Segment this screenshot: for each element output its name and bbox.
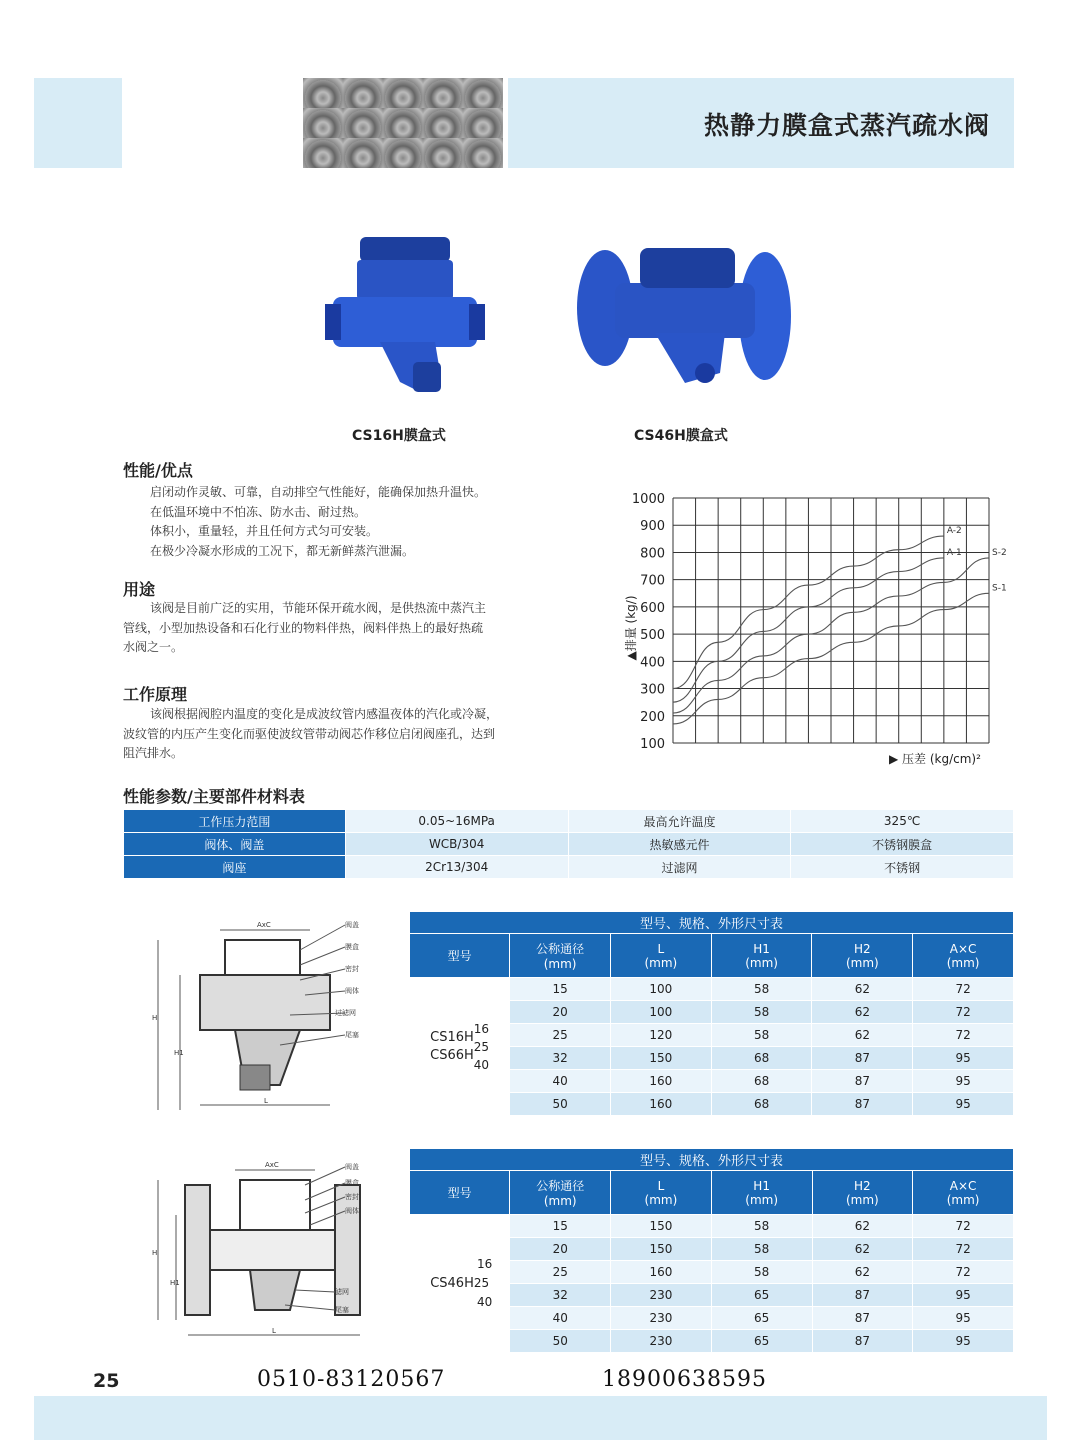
table2-cell: 58 [711, 1238, 812, 1261]
table2-model: CS46H [430, 1276, 474, 1291]
features-text [150, 483, 486, 561]
table1-col-unit: (mm) [745, 955, 778, 970]
table1-model: CS16H [430, 1029, 474, 1045]
table2-cell: 65 [711, 1307, 812, 1330]
diagram2-label: 阀盖 [345, 1163, 359, 1171]
table1-cell: 15 [510, 978, 611, 1001]
diagram1-label: 尾塞 [345, 1031, 359, 1039]
chart-y-tick-label: 300 [640, 682, 665, 698]
features-line: 体积小，重量轻，并且任何方式匀可安装。 [150, 524, 379, 538]
chart-y-tick-label: 1000 [631, 492, 665, 507]
dimension-table-1 [409, 911, 1014, 1116]
table2-col-unit: (mm) [543, 1194, 577, 1208]
table1-col-unit: (mm) [946, 955, 980, 970]
dimension-table-2 [409, 1148, 1014, 1353]
diagram2-label: H [152, 1249, 158, 1257]
table1-col-unit: (mm) [845, 955, 879, 970]
table1-col-header [812, 934, 913, 978]
cs46h-caption: CS46H膜盒式 [634, 428, 728, 444]
table1-cell: 25 [510, 1024, 611, 1047]
diagram2-label: H1 [170, 1279, 180, 1287]
table2-col-name: L [657, 1178, 665, 1193]
table2-col-name: A×C [949, 1178, 977, 1193]
features-line: 在低温环境中不怕冻、防水击、耐过热。 [150, 504, 367, 519]
cs46h-product-image [575, 238, 795, 398]
material-label: 阀体、阀盖 [124, 833, 346, 856]
table1-col-unit: (mm) [644, 955, 678, 970]
materials-title: 性能参数/主要部件材料表 [123, 787, 305, 806]
table2-pressure: 16 [477, 1257, 493, 1271]
table2-cell: 95 [913, 1307, 1014, 1330]
table2-cell: 62 [812, 1261, 913, 1284]
phone-mobile: 18900638595 [602, 1367, 767, 1392]
table2-cell: 72 [913, 1238, 1014, 1261]
table1-cell: 62 [812, 978, 913, 1001]
diagram1-label: H [152, 1014, 158, 1022]
table1-model: CS66H [430, 1047, 474, 1063]
usage-line: 水阀之一。 [123, 640, 184, 654]
chart-y-tick-label: 100 [640, 737, 665, 752]
diagram1-label: L [264, 1097, 268, 1105]
diagram1-label: 阀体 [345, 987, 359, 995]
footer-band [34, 1396, 1047, 1440]
material-value: 不锈钢 [791, 856, 1014, 879]
table1-cell: 40 [510, 1070, 611, 1093]
material-value: 不锈钢膜盒 [791, 833, 1014, 856]
table2-cell: 87 [812, 1307, 913, 1330]
chart-y-tick-label: 800 [640, 546, 665, 562]
table2-col-unit: (mm) [946, 1192, 980, 1207]
table1-col-name: H1 [753, 941, 770, 956]
header-photo [303, 78, 503, 168]
table2-col-unit: (mm) [745, 1192, 779, 1207]
chart-series-label: A-2 [946, 526, 962, 537]
table1-pressure: 25 [473, 1039, 490, 1054]
table2-cell: 58 [711, 1215, 812, 1238]
materials-table [123, 809, 1014, 879]
table2-col-header [611, 1171, 712, 1215]
chart-x-axis-label: ▶ 压差 (kg/cm)² [889, 752, 981, 766]
table1-pressure: 40 [473, 1057, 490, 1072]
table1-cell: 50 [510, 1093, 611, 1116]
table1-model-cell [410, 978, 510, 1116]
chart-series-label: A-1 [946, 547, 962, 558]
table2-cell: 20 [510, 1238, 611, 1261]
diagram1-label: H1 [174, 1049, 184, 1057]
table1-col-name: H2 [854, 941, 871, 956]
table1-cell: 58 [711, 1024, 812, 1047]
table1-cell: 87 [812, 1070, 913, 1093]
material-value: 0.05~16MPa [345, 810, 568, 833]
table2-cell: 65 [711, 1284, 812, 1307]
table1-cell: 95 [913, 1093, 1014, 1116]
principle-line: 阻汽排水。 [123, 746, 184, 760]
features-line: 在极少冷凝水形成的工况下，都无新鲜蒸汽泄漏。 [150, 543, 415, 558]
chart-y-tick-label: 400 [640, 655, 665, 671]
material-label: 最高允许温度 [568, 810, 791, 833]
table1-cell: 68 [711, 1093, 812, 1116]
chart-y-axis-label: ▲排量 (kg/) [624, 595, 638, 661]
table2-cell: 87 [812, 1284, 913, 1307]
table2-col-unit: (mm) [845, 1192, 879, 1207]
material-label: 热敏感元件 [568, 833, 791, 856]
cs16h-product-image [325, 232, 485, 402]
principle-line: 波纹管的内压产生变化而驱使波纹管带动阀芯作移位启闭阀座孔，达到 [123, 726, 496, 741]
cs46h-section-diagram [140, 1155, 390, 1345]
table1-cell: 58 [711, 978, 812, 1001]
chart-y-tick-label: 600 [640, 600, 665, 616]
table2-col-header [913, 1171, 1014, 1215]
table2-col-header [812, 1171, 913, 1215]
diagram2-label: AxC [265, 1161, 279, 1169]
material-label: 过滤网 [568, 856, 791, 879]
table2-model-cell [410, 1215, 510, 1353]
page-number: 25 [93, 1370, 120, 1392]
principle-title: 工作原理 [123, 685, 188, 704]
table2-col-header [510, 1171, 611, 1215]
table1-cell: 58 [711, 1001, 812, 1024]
table2-pressure: 40 [477, 1295, 493, 1309]
phone-landline: 0510-83120567 [257, 1367, 446, 1392]
usage-line: 该阀是目前广泛的实用，节能环保开疏水阀，是供热流中蒸汽主 [150, 601, 487, 615]
table1-cell: 95 [913, 1047, 1014, 1070]
table1-cell: 120 [610, 1024, 711, 1047]
table1-cell: 20 [510, 1001, 611, 1024]
table2-col-header: 型号 [410, 1171, 510, 1215]
material-value: WCB/304 [345, 833, 568, 856]
table2-col-unit: (mm) [644, 1192, 678, 1207]
table1-cell: 87 [812, 1047, 913, 1070]
diagram1-label: 过滤网 [335, 1009, 356, 1017]
table2-cell: 150 [611, 1238, 712, 1261]
table2-cell: 32 [510, 1284, 611, 1307]
table1-cell: 62 [812, 1024, 913, 1047]
table1-col-header [510, 934, 611, 978]
diagram2-label: 膜盒 [345, 1179, 359, 1187]
chart-y-tick-label: 700 [640, 573, 665, 589]
table1-col-header [913, 934, 1014, 978]
diagram1-label: AxC [257, 921, 271, 929]
table2-cell: 87 [812, 1330, 913, 1353]
table2-cell: 58 [711, 1261, 812, 1284]
diagram1-label: 膜盒 [345, 943, 359, 951]
table1-cell: 62 [812, 1001, 913, 1024]
table1-col-name: L [657, 941, 665, 956]
diagram2-label: L [272, 1327, 276, 1335]
table1-cell: 32 [510, 1047, 611, 1070]
diagram2-label: 尾塞 [335, 1306, 349, 1314]
table1-title: 型号、规格、外形尺寸表 [410, 912, 1014, 934]
cs16h-section-diagram [140, 915, 390, 1115]
discharge-chart [615, 480, 1035, 770]
table1-col-header [711, 934, 812, 978]
usage-title: 用途 [123, 580, 156, 599]
material-value: 325℃ [791, 810, 1014, 833]
table1-col-name: 公称通径 [536, 942, 585, 956]
table2-cell: 230 [611, 1307, 712, 1330]
chart-series-label: S-2 [992, 547, 1007, 558]
table2-col-name: 公称通径 [536, 1179, 585, 1193]
cs16h-caption: CS16H膜盒式 [352, 428, 446, 444]
diagram2-label: 密封 [345, 1193, 359, 1201]
table2-cell: 40 [510, 1307, 611, 1330]
principle-line: 该阀根据阀腔内温度的变化是成波纹管内感温夜体的汽化或冷凝， [150, 707, 499, 721]
table1-pressure: 16 [473, 1021, 490, 1036]
table2-cell: 95 [913, 1284, 1014, 1307]
table2-cell: 230 [611, 1284, 712, 1307]
principle-text [123, 705, 593, 764]
table2-title: 型号、规格、外形尺寸表 [410, 1149, 1014, 1171]
table2-col-name: H1 [753, 1178, 770, 1193]
table1-cell: 72 [913, 978, 1014, 1001]
table2-cell: 160 [611, 1261, 712, 1284]
diagram2-label: 阀体 [345, 1207, 359, 1215]
table1-cell: 87 [812, 1093, 913, 1116]
table1-col-header: 型号 [410, 934, 510, 978]
table2-cell: 50 [510, 1330, 611, 1353]
table2-cell: 25 [510, 1261, 611, 1284]
diagram2-label: 滤网 [335, 1288, 349, 1296]
table2-cell: 72 [913, 1215, 1014, 1238]
material-label: 工作压力范围 [124, 810, 346, 833]
diagram1-label: 阀盖 [345, 921, 359, 929]
table1-cell: 100 [610, 1001, 711, 1024]
chart-y-tick-label: 200 [640, 709, 665, 725]
table1-cell: 95 [913, 1070, 1014, 1093]
table1-col-unit: (mm) [543, 957, 577, 971]
diagram1-label: 密封 [345, 965, 359, 973]
table1-cell: 68 [711, 1070, 812, 1093]
table2-col-header [711, 1171, 812, 1215]
material-value: 2Cr13/304 [345, 856, 568, 879]
table2-cell: 150 [611, 1215, 712, 1238]
chart-y-tick-label: 500 [640, 628, 665, 644]
page-title: 热静力膜盒式蒸汽疏水阀 [703, 111, 990, 140]
table2-cell: 62 [812, 1238, 913, 1261]
header-band-left [34, 78, 122, 168]
table2-cell: 72 [913, 1261, 1014, 1284]
table2-cell: 95 [913, 1330, 1014, 1353]
table2-col-name: H2 [854, 1178, 871, 1193]
table1-col-header [610, 934, 711, 978]
usage-line: 管线，小型加热设备和石化行业的物料伴热，阀料伴热上的最好热疏 [123, 620, 484, 635]
table1-cell: 150 [610, 1047, 711, 1070]
material-label: 阀座 [124, 856, 346, 879]
features-title: 性能/优点 [123, 461, 193, 480]
table2-cell: 15 [510, 1215, 611, 1238]
table1-cell: 72 [913, 1024, 1014, 1047]
table1-cell: 68 [711, 1047, 812, 1070]
table2-cell: 230 [611, 1330, 712, 1353]
table2-cell: 62 [812, 1215, 913, 1238]
chart-series-label: S-1 [992, 583, 1007, 594]
table1-cell: 100 [610, 978, 711, 1001]
table2-pressure: 25 [473, 1276, 490, 1290]
table2-cell: 65 [711, 1330, 812, 1353]
table1-cell: 72 [913, 1001, 1014, 1024]
table1-cell: 160 [610, 1070, 711, 1093]
table1-col-name: A×C [949, 941, 977, 956]
table1-cell: 160 [610, 1093, 711, 1116]
chart-y-tick-label: 900 [640, 519, 665, 535]
features-line: 启闭动作灵敏、可靠，自动排空气性能好，能确保加热升温快。 [150, 485, 487, 499]
usage-text [123, 599, 583, 658]
